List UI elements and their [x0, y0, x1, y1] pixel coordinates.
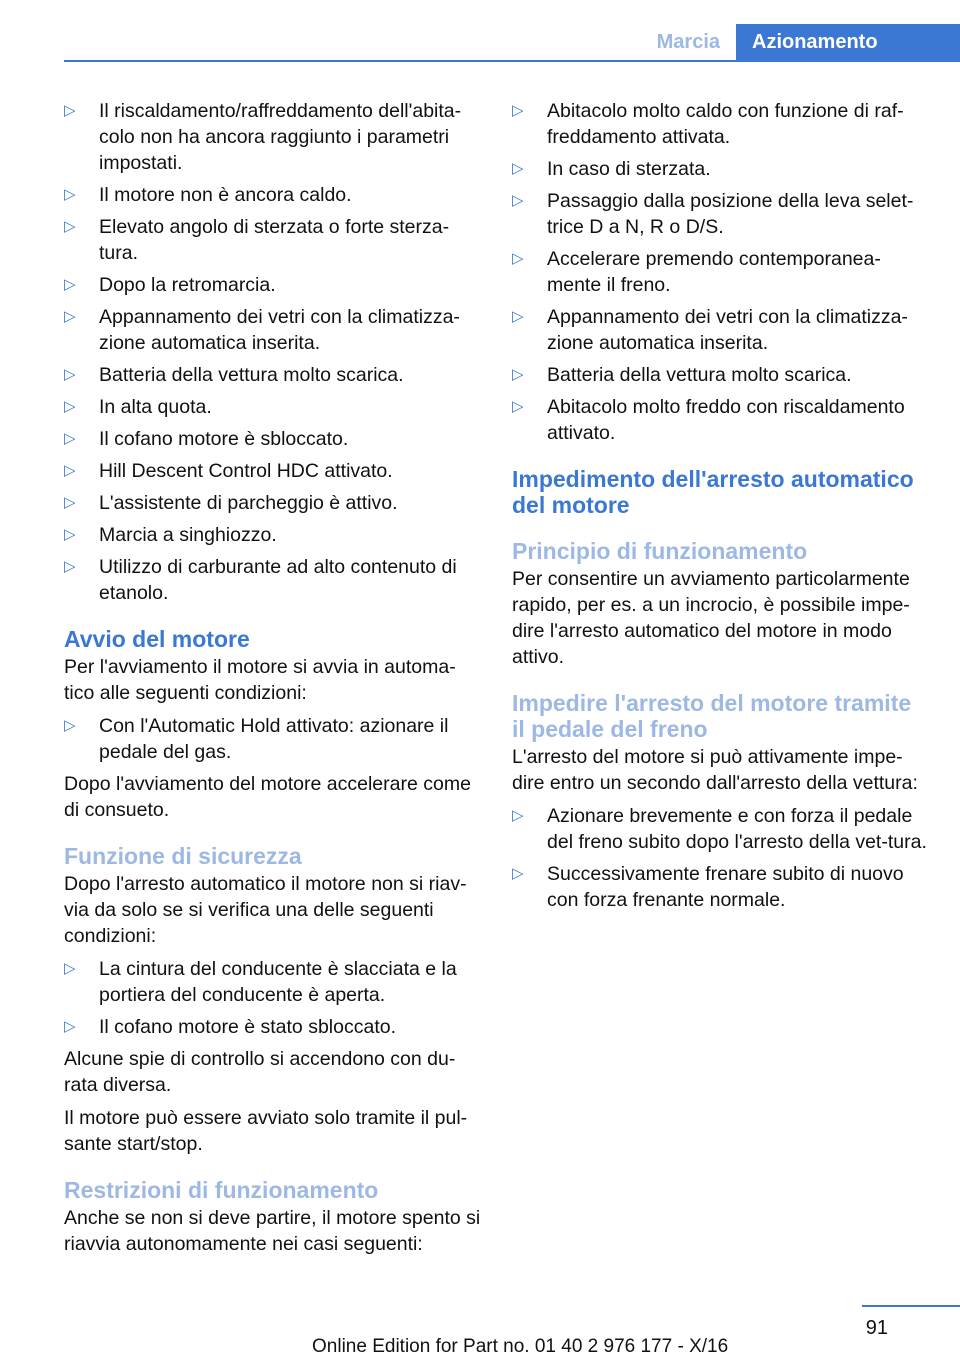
edition-footer: Online Edition for Part no. 01 40 2 976 177 - X/16: [312, 1336, 729, 1357]
bullet-triangle-icon: ▷: [64, 494, 76, 511]
list-item: [64, 426, 484, 452]
restart-conditions-list: [512, 98, 930, 446]
bullet-triangle-icon: ▷: [64, 558, 76, 575]
list-item-text: Appannamento dei vetri con la climatizza-zione automatica inserita.: [99, 306, 460, 354]
bullet-triangle-icon: ▷: [512, 102, 524, 119]
list-item: [64, 956, 484, 1008]
bullet-triangle-icon: ▷: [64, 526, 76, 543]
heading-impedimento: Impedimento dell'arresto automatico del motore: [512, 466, 914, 518]
list-item-text: Utilizzo di carburante ad alto contenuto di etanolo.: [99, 556, 457, 604]
avvio-list: [64, 713, 484, 765]
list-item: [64, 98, 484, 176]
list-item: [64, 458, 484, 484]
list-item: [512, 188, 930, 240]
paragraph-sicurezza-after-2: Il motore può essere avviato solo tramite il pul-sante start/stop.: [64, 1107, 468, 1155]
bullet-triangle-icon: ▷: [64, 102, 76, 119]
heading-avvio: Avvio del motore: [64, 626, 250, 652]
page-header: [0, 0, 960, 62]
bullet-triangle-icon: ▷: [64, 462, 76, 479]
paragraph-restrizioni: Anche se non si deve partire, il motore spento si riavvia autonomamente nei casi seguenti:: [64, 1207, 481, 1255]
list-item-text: Azionare brevemente e con forza il pedale del freno subito dopo l'arresto della vet-tura.: [547, 805, 927, 853]
list-item-text: Batteria della vettura molto scarica.: [547, 364, 852, 386]
bullet-triangle-icon: ▷: [64, 366, 76, 383]
bullet-triangle-icon: ▷: [64, 276, 76, 293]
bullet-triangle-icon: ▷: [512, 250, 524, 267]
list-item: [64, 713, 484, 765]
heading-sicurezza: Funzione di sicurezza: [64, 843, 302, 869]
list-item-text: L'assistente di parcheggio è attivo.: [99, 492, 398, 514]
list-item: [64, 490, 484, 516]
bullet-triangle-icon: ▷: [512, 398, 524, 415]
bullet-triangle-icon: ▷: [512, 865, 524, 882]
bullet-triangle-icon: ▷: [512, 308, 524, 325]
heading-impedire: Impedire l'arresto del motore tramite il pedale del freno: [512, 690, 912, 742]
list-item: [64, 554, 484, 606]
list-item-text: Passaggio dalla posizione della leva selet-trice D a N, R o D/S.: [547, 190, 914, 238]
bullet-triangle-icon: ▷: [64, 186, 76, 203]
list-item: [512, 394, 930, 446]
bullet-triangle-icon: ▷: [64, 1018, 76, 1035]
section-tab: Marcia: [656, 31, 720, 53]
bullet-triangle-icon: ▷: [64, 717, 76, 734]
paragraph-avvio-after: Dopo l'avviamento del motore accelerare come di consueto.: [64, 773, 471, 821]
list-item-text: Con l'Automatic Hold attivato: azionare il pedale del gas.: [99, 715, 449, 763]
list-item-text: Appannamento dei vetri con la climatizza-zione automatica inserita.: [547, 306, 908, 354]
list-item-text: Elevato angolo di sterzata o forte sterza-tura.: [99, 216, 450, 264]
list-item: [512, 362, 930, 388]
chapter-tab: Azionamento: [736, 24, 960, 60]
list-item-text: Abitacolo molto caldo con funzione di raf-freddamento attivata.: [547, 100, 904, 148]
list-item-text: Il cofano motore è stato sbloccato.: [99, 1016, 396, 1038]
list-item: [64, 304, 484, 356]
list-item-text: Il motore non è ancora caldo.: [99, 184, 352, 206]
footer-rule: [862, 1305, 960, 1307]
list-item-text: Marcia a singhiozzo.: [99, 524, 277, 546]
paragraph-avvio: Per l'avviamento il motore si avvia in automa-tico alle seguenti condizioni:: [64, 656, 456, 704]
list-item: [512, 98, 930, 150]
list-item: [64, 394, 484, 420]
list-item-text: La cintura del conducente è slacciata e la portiera del conducente è aperta.: [99, 958, 457, 1006]
list-item-text: Il riscaldamento/raffreddamento dell'abita-colo non ha ancora raggiunto i parametri impostati.: [99, 100, 462, 174]
bullet-triangle-icon: ▷: [64, 308, 76, 325]
heading-restrizioni: Restrizioni di funzionamento: [64, 1177, 379, 1203]
paragraph-sicurezza-after-1: Alcune spie di controllo si accendono con du-rata diversa.: [64, 1048, 456, 1096]
list-item: [512, 304, 930, 356]
list-item: [64, 182, 484, 208]
list-item: [64, 522, 484, 548]
list-item: [512, 156, 930, 182]
paragraph-principio: Per consentire un avviamento particolarmente rapido, per es. a un incrocio, è possibile impe-dire l'arresto automatico del motore in modo attivo.: [512, 568, 910, 668]
list-item-text: In caso di sterzata.: [547, 158, 711, 180]
list-item: [64, 362, 484, 388]
list-item: [512, 861, 930, 913]
paragraph-impedire: L'arresto del motore si può attivamente impe-dire entro un secondo dall'arresto della vettura:: [512, 746, 918, 794]
impedire-list: [512, 803, 930, 913]
sicurezza-list: [64, 956, 484, 1040]
list-item-text: In alta quota.: [99, 396, 212, 418]
list-item-text: Il cofano motore è sbloccato.: [99, 428, 349, 450]
list-item-text: Accelerare premendo contemporanea-mente il freno.: [547, 248, 881, 296]
list-item-text: Batteria della vettura molto scarica.: [99, 364, 404, 386]
right-column: [512, 98, 930, 919]
left-column: [64, 98, 484, 1264]
list-item-text: Hill Descent Control HDC attivato.: [99, 460, 393, 482]
bullet-triangle-icon: ▷: [512, 807, 524, 824]
bullet-triangle-icon: ▷: [64, 960, 76, 977]
bullet-triangle-icon: ▷: [512, 366, 524, 383]
list-item: [64, 1014, 484, 1040]
list-item: [512, 246, 930, 298]
bullet-triangle-icon: ▷: [512, 192, 524, 209]
list-item: [512, 803, 930, 855]
bullet-triangle-icon: ▷: [64, 398, 76, 415]
list-item: [64, 214, 484, 266]
list-item: [64, 272, 484, 298]
page-number: 91: [865, 1317, 888, 1339]
list-item-text: Successivamente frenare subito di nuovo con forza frenante normale.: [547, 863, 904, 911]
list-item-text: Abitacolo molto freddo con riscaldamento attivato.: [547, 396, 905, 444]
paragraph-sicurezza: Dopo l'arresto automatico il motore non si riav-via da solo se si verifica una delle seguenti condizioni:: [64, 873, 467, 947]
heading-principio: Principio di funzionamento: [512, 538, 808, 564]
list-item-text: Dopo la retromarcia.: [99, 274, 276, 296]
bullet-triangle-icon: ▷: [64, 430, 76, 447]
bullet-triangle-icon: ▷: [512, 160, 524, 177]
bullet-triangle-icon: ▷: [64, 218, 76, 235]
header-rule: [64, 60, 960, 62]
conditions-list: [64, 98, 484, 606]
